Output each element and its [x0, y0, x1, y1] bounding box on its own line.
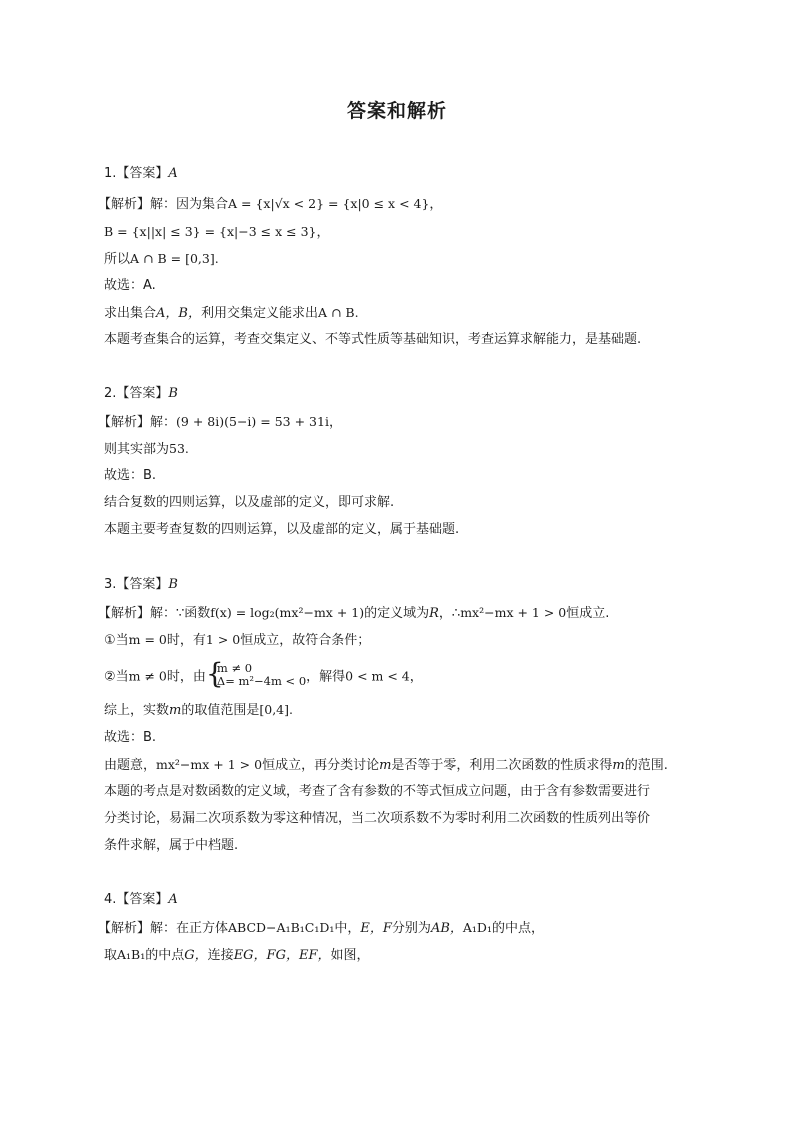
- q3-function: f(x) = log₂(mx²−mx + 1): [210, 605, 365, 620]
- q3-line-1: [98, 603, 609, 624]
- q2-text: 解：: [150, 415, 177, 430]
- brace-icon: {: [205, 657, 224, 690]
- q4-answer-header: [104, 890, 178, 910]
- q1-answer-header: [104, 164, 178, 184]
- q1-answer-tag: 【答案】: [116, 166, 169, 181]
- q3-text: 时，由: [166, 669, 206, 685]
- q3-text: 恒成立，故符合条件；: [240, 633, 371, 648]
- q2-text: 则其实部为: [104, 442, 170, 457]
- q3-inequality-2: mx²−mx + 1 > 0: [156, 757, 263, 772]
- q2-line-5: 本题主要考查复数的四则运算，以及虚部的定义，属于基础题.: [104, 522, 460, 537]
- q3-text: 的定义域为: [364, 606, 430, 621]
- q3-text: 是否等于零，利用二次函数的性质求得: [391, 758, 613, 773]
- q3-line-3: [104, 657, 423, 690]
- q1-punct: ，: [316, 225, 330, 240]
- q2-product: (9 + 8i)(5−i) = 53 + 31i: [176, 414, 329, 429]
- q4-segment: A₁B₁: [117, 947, 146, 962]
- q3-text: 的范围.: [624, 758, 668, 773]
- q4-text: 中，: [334, 921, 361, 936]
- q1-line-5: [104, 303, 359, 324]
- q3-text: 解：∵函数: [150, 606, 211, 621]
- q2-answer-header: [104, 384, 178, 404]
- q3-line-7: 本题的考点是对数函数的定义域，考查了含有参数的不等式恒成立问题，由于含有参数需要进行: [104, 784, 651, 799]
- q1-analysis-tag: 【解析】: [98, 197, 151, 212]
- q3-number: 3.: [104, 577, 117, 592]
- q3-range: [0,4].: [259, 702, 293, 717]
- q3-text: 恒成立，再分类讨论: [262, 758, 380, 773]
- q1-answer: A: [168, 166, 178, 181]
- q2-number: 2.: [104, 386, 117, 401]
- q1-text: 所以: [104, 252, 131, 267]
- q3-system: [205, 657, 307, 690]
- q3-text: 由题意，: [104, 758, 157, 773]
- q1-line-1: [98, 194, 442, 215]
- q4-answer-tag: 【答案】: [116, 892, 169, 907]
- q4-text: 的中点: [145, 948, 185, 963]
- q3-domain: R: [429, 606, 439, 621]
- q2-line-2: [104, 439, 189, 460]
- q3-inequality: mx²−mx + 1 > 0: [460, 605, 567, 620]
- q3-text: 恒成立.: [566, 606, 610, 621]
- q1-line-3: [104, 249, 219, 270]
- q3-system-row-2: Δ= m²−4m < 0: [216, 674, 307, 688]
- q2-analysis-tag: 【解析】: [98, 415, 151, 430]
- q3-var: m: [612, 758, 625, 773]
- q2-line-4: 结合复数的四则运算，以及虚部的定义，即可求解.: [104, 495, 395, 510]
- q1-punct: ，: [429, 197, 443, 212]
- q3-answer: B: [168, 577, 178, 592]
- q2-punct: ，: [328, 415, 342, 430]
- q4-text: 分别为: [391, 921, 431, 936]
- q4-line-1: [98, 918, 544, 939]
- q3-text: 时，有: [166, 633, 206, 648]
- q3-text: 的取值范围是: [181, 703, 260, 718]
- q4-answer: A: [168, 892, 178, 907]
- q4-points: E，F: [360, 921, 392, 936]
- q3-var: m: [169, 703, 182, 718]
- q4-line-2: [104, 945, 370, 966]
- q1-line-4: 故选：A.: [104, 278, 156, 293]
- q1-intersection: A ∩ B = [0,3].: [130, 251, 219, 266]
- q2-line-1: [98, 412, 342, 433]
- q3-line-5: 故选：B.: [104, 730, 157, 745]
- q3-line-8: 分类讨论，易漏二次项系数为零这种情况，当二次项系数不为零时利用二次函数的性质列出等价: [104, 811, 651, 826]
- q1-text: 求出集合: [104, 306, 157, 321]
- q1-intersection-end: A ∩ B.: [317, 305, 359, 320]
- q4-text: 取: [104, 948, 118, 963]
- q4-text: 如图，: [330, 948, 370, 963]
- q3-text: ①当: [104, 633, 129, 648]
- q3-case-2: m ≠ 0: [128, 668, 167, 684]
- q1-text: 解：因为集合: [150, 197, 229, 212]
- q3-answer-tag: 【答案】: [116, 577, 169, 592]
- q3-line-6: [104, 755, 668, 776]
- q3-text: ，解得: [306, 669, 346, 685]
- q4-number: 4.: [104, 892, 117, 907]
- q1-number: 1.: [104, 166, 117, 181]
- q4-point-g: G，: [184, 948, 208, 963]
- page-title: 答案和解析: [346, 100, 447, 122]
- q3-var: m: [379, 758, 392, 773]
- q4-text: 解：在正方体: [150, 921, 229, 936]
- q3-answer-header: [104, 575, 178, 595]
- q3-text: ②当: [104, 669, 129, 685]
- q2-answer-tag: 【答案】: [116, 386, 169, 401]
- q4-cube: ABCD−A₁B₁C₁D₁: [228, 920, 335, 935]
- q3-analysis-tag: 【解析】: [98, 606, 151, 621]
- q2-real-part: 53.: [169, 441, 189, 456]
- q1-set-a: A = {x|√x < 2} = {x|0 ≤ x < 4}: [228, 196, 430, 211]
- q2-line-3: 故选：B.: [104, 468, 157, 483]
- q3-case-1: m = 0: [128, 632, 167, 647]
- q4-edge: AB，: [430, 921, 463, 936]
- q4-analysis-tag: 【解析】: [98, 921, 151, 936]
- q3-text: 综上，实数: [104, 703, 170, 718]
- q1-line-6: 本题考查集合的运算，考查交集定义、不等式性质等基础知识，考查运算求解能力，是基础题.: [104, 332, 642, 347]
- q2-answer: B: [168, 386, 178, 401]
- q4-edge-2: A₁D₁: [462, 920, 492, 935]
- q3-line-9: 条件求解，属于中档题.: [104, 838, 239, 853]
- q3-punct: ，: [409, 669, 423, 685]
- q1-set-b: B = {x||x| ≤ 3} = {x|−3 ≤ x ≤ 3}: [104, 224, 317, 239]
- q3-case-1-result: 1 > 0: [205, 632, 241, 647]
- q3-text: ，∴: [438, 606, 461, 621]
- q4-segments: EG，FG，EF，: [233, 948, 331, 963]
- q3-solution: 0 < m < 4: [345, 668, 410, 684]
- q1-sets: A，B，: [156, 306, 201, 321]
- q3-system-row-1: m ≠ 0: [216, 661, 253, 675]
- q1-line-2: [104, 222, 330, 243]
- q1-text: 利用交集定义能求出: [200, 306, 318, 321]
- q4-text: 的中点，: [491, 921, 544, 936]
- q3-line-4: [104, 700, 293, 721]
- q3-line-2: [104, 630, 370, 651]
- q4-text: 连接: [207, 948, 234, 963]
